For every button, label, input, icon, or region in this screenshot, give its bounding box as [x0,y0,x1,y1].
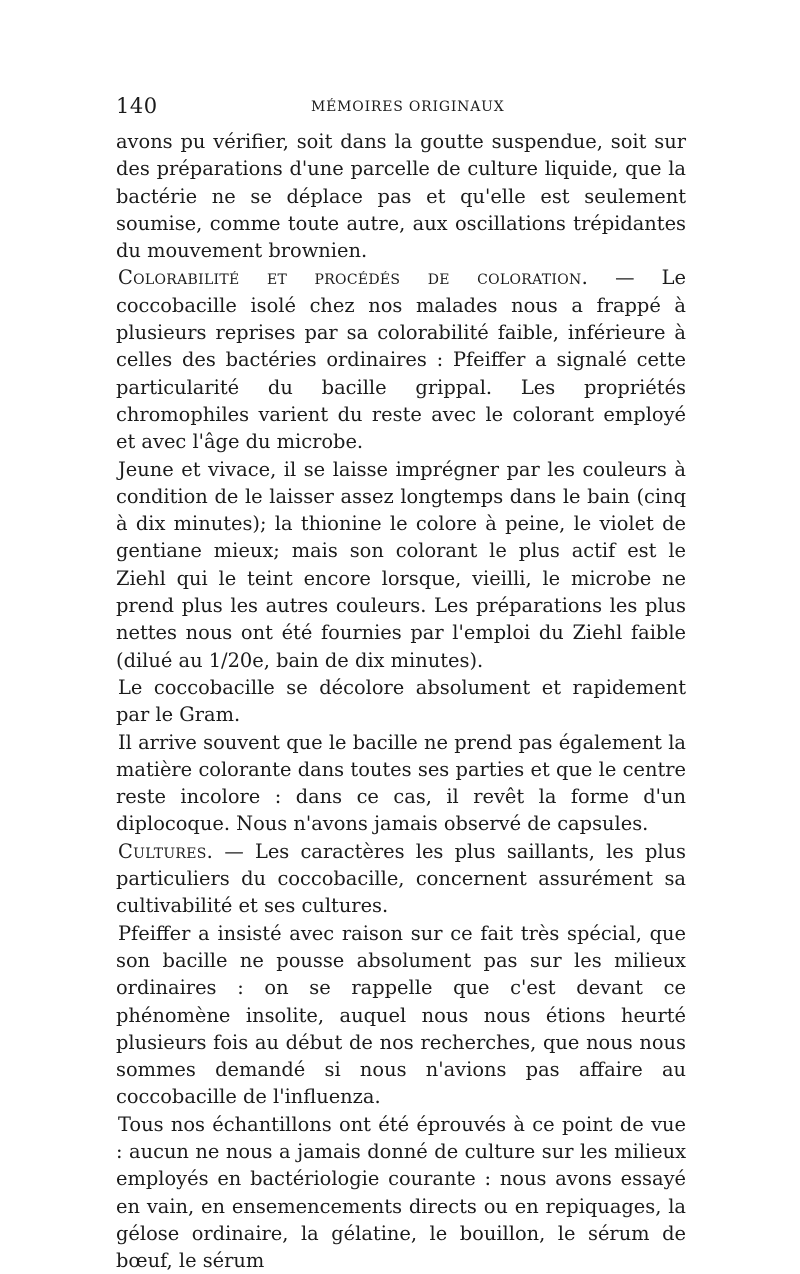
section-heading-coloration: Colorabilité et procédés de coloration. [118,266,589,290]
running-title: MÉMOIRES ORIGINAUX [311,99,505,115]
paragraph-7-text: Pfeiffer a insisté avec raison sur ce fait très spécial, que son bacille ne pousse absolument pas sur les milieux ordinaires : on se rappelle que c'est devant ce phénomène insolite, auquel nous nous étions heurté plusieurs fois au début de nos recherches, que nous nous sommes demandé si nous n'avions pas affaire au coccobacille de l'influenza. [116,921,686,1109]
body-text [116,128,686,1274]
paragraph-5 [116,729,686,838]
section-heading-cultures: Cultures. [118,839,214,863]
paragraph-8 [116,1111,686,1274]
paragraph-1 [116,128,686,264]
paragraph-3 [116,456,686,674]
paragraph-6 [116,838,686,920]
page-number: 140 [116,94,158,118]
paragraph-6-text: — Les caractères les plus saillants, les plus particuliers du coccobacille, concernent assurément sa cultivabilité et ses cultures. [116,839,686,918]
paragraph-1-text: avons pu vérifier, soit dans la goutte suspendue, soit sur des préparations d'une parcelle de culture liquide, que la bactérie ne se déplace pas et qu'elle est seulement soumise, comme toute autre, aux oscillations trépidantes du mouvement brownien. [116,130,686,263]
paragraph-4 [116,674,686,729]
paragraph-5-text: Il arrive souvent que le bacille ne prend pas également la matière colorante dans toutes ses parties et que le centre reste incolore : dans ce cas, il revêt la forme d'un diplocoque. Nous n'avons jamais observé de capsules. [116,730,686,836]
paragraph-8-text: Tous nos échantillons ont été éprouvés à ce point de vue : aucun ne nous a jamais donné de culture sur les milieux employés en bactériologie courante : nous avons essayé en vain, en ensemencements directs ou en repiquages, la gélose ordinaire, la gélatine, le bouillon, le sérum de bœuf, le sérum [116,1112,686,1273]
book-page [116,92,686,1274]
paragraph-7 [116,920,686,1111]
paragraph-2-text: — Le coccobacille isolé chez nos malades nous a frappé à plusieurs reprises par sa colorabilité faible, inférieure à celles des bactéries ordinaires : Pfeiffer a signalé cette particularité du bacille grippal. Les propriétés chromophiles varient du reste avec le colorant employé et avec l'âge du microbe. [116,266,686,454]
paragraph-3-text: Jeune et vivace, il se laisse imprégner par les couleurs à condition de le laisser assez longtemps dans le bain (cinq à dix minutes); la thionine le colore à peine, le violet de gentiane mieux; mais son colorant le plus actif est le Ziehl qui le teint encore lorsque, vieilli, le microbe ne prend plus les autres couleurs. Les préparations les plus nettes nous ont été fournies par l'emploi du Ziehl faible (dilué au 1/20e, bain de dix minutes). [116,457,686,672]
paragraph-4-text: Le coccobacille se décolore absolument et rapidement par le Gram. [116,675,686,727]
paragraph-2 [116,264,686,455]
page-header [116,92,686,126]
